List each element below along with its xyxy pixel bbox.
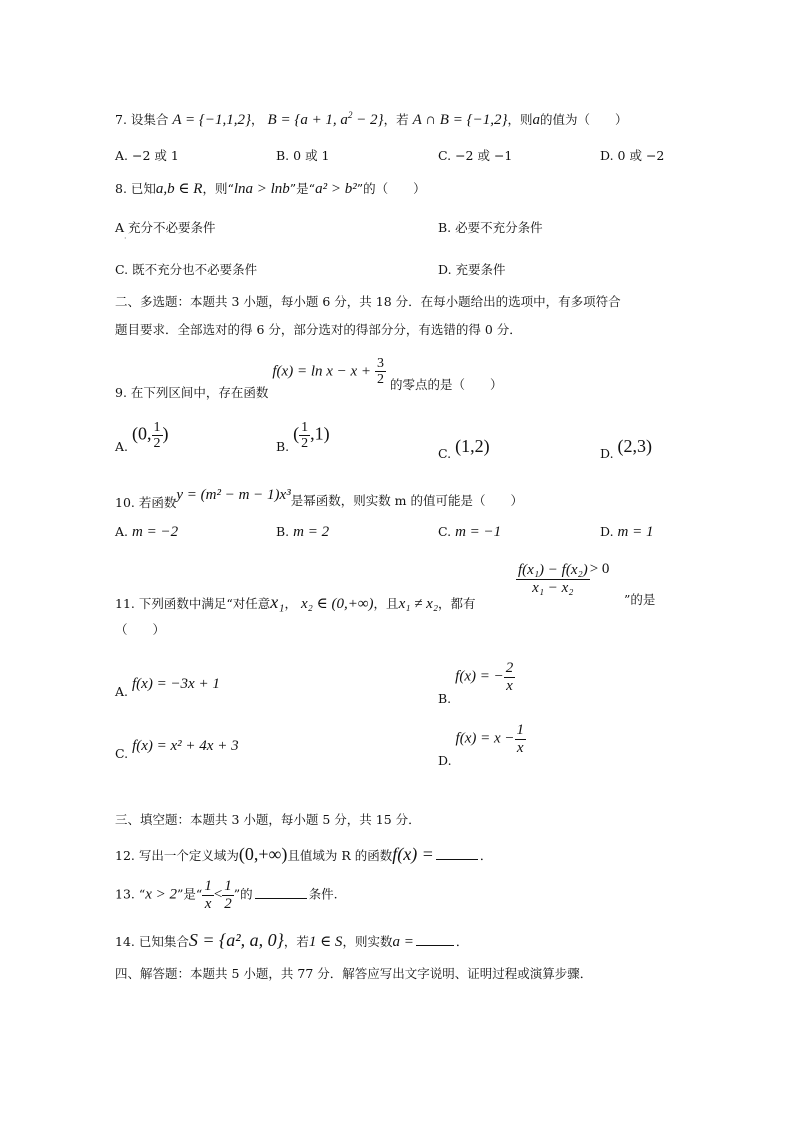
q14-cond: 1 ∈ S [308, 934, 343, 950]
q7-tail: 的值为（ ） [539, 112, 628, 127]
frac-num: 2 [505, 660, 514, 676]
option-text: −2 或 −1 [455, 148, 513, 163]
q11-stem [115, 592, 476, 614]
q13-frac1 [202, 878, 214, 912]
option-label: C. [115, 746, 129, 761]
q13-cond: x > 2 [145, 886, 178, 903]
q11-option-a[interactable] [115, 676, 220, 699]
option-label: C. [438, 524, 452, 539]
frac-num: 1 [204, 878, 212, 894]
q14-mid: ，若 [283, 934, 309, 949]
q8-option-c[interactable] [115, 260, 257, 278]
q9-option-c[interactable] [438, 436, 490, 461]
q8-mid2: ”是“ [289, 181, 316, 196]
option-label: A. [115, 684, 129, 699]
q12-stem [115, 844, 492, 866]
option-text: m = 1 [617, 524, 654, 540]
q11-frac [516, 562, 590, 596]
option-label: D. [600, 446, 614, 461]
q12-prefix: 12. 写出一个定义域为 [115, 848, 239, 863]
option-label: A. [115, 524, 129, 539]
q11-tail: ”的是 [624, 592, 656, 607]
frac-num: 1 [301, 420, 309, 435]
option-label: A [115, 220, 125, 235]
frac-num: 1 [153, 420, 161, 435]
option-text: 0 或 1 [293, 148, 330, 163]
q13-stem [115, 878, 338, 912]
q8-option-d[interactable] [438, 260, 506, 278]
option-label: B. [276, 524, 290, 539]
q12-answer-blank[interactable] [436, 858, 478, 860]
q10-tail: 是幂函数，则实数 m 的值可能是（ ） [290, 493, 524, 508]
option-text: (2,3) [617, 436, 653, 456]
frac-den: x [506, 677, 513, 694]
q14-stem [115, 930, 468, 952]
q11-gt: > 0 [589, 560, 610, 577]
option-text: m = −1 [455, 524, 502, 540]
q7-option-b[interactable] [276, 146, 330, 164]
option-text: 既不充分也不必要条件 [132, 262, 258, 277]
q13-answer-blank[interactable] [255, 897, 307, 899]
q14-var: a = [392, 934, 414, 950]
option-text: −2 或 1 [132, 148, 179, 163]
option-frac [504, 660, 516, 694]
q9-func: f(x) = ln x − x + [272, 363, 372, 380]
q7-option-a[interactable] [115, 146, 179, 164]
option-text: f(x) = −3x + 1 [132, 676, 220, 692]
q7-option-c[interactable] [438, 146, 512, 164]
option-label: D. [600, 148, 614, 163]
option-right: ) [162, 423, 169, 444]
q11-paren: （ ） [115, 622, 166, 637]
q10-option-c[interactable] [438, 524, 501, 541]
q12-mid: 且值域为 R 的函数 [287, 848, 393, 863]
q11-option-c[interactable] [115, 738, 239, 761]
q8-stem [115, 180, 426, 198]
q11-mid2: ，都有 [438, 596, 476, 611]
section4-title: 四、解答题：本题共 5 小题，共 77 分．解答应写出文字说明、证明过程或演算步骤． [115, 966, 593, 981]
frac-den: 2 [153, 436, 161, 452]
q7-tail-pre: ，则 [507, 112, 533, 127]
option-label: A. [115, 439, 129, 455]
option-label: B. [276, 148, 290, 163]
q7-sep2: ，若 [383, 112, 409, 127]
frac-den: x [516, 739, 524, 756]
q8-cond: a,b ∈ R [155, 181, 203, 197]
frac-num: 1 [516, 722, 525, 738]
q10-func: y = (m² − m − 1)x³ [176, 487, 291, 503]
q14-answer-blank[interactable] [416, 944, 454, 946]
option-text: 充要条件 [455, 262, 506, 277]
option-right: ,1) [310, 423, 330, 444]
q11-x2: x₂ ∈ (0,+∞) [301, 596, 374, 612]
option-label: B. [438, 220, 452, 235]
q7-var: a [532, 112, 540, 128]
section3-title: 三、填空题：本题共 3 小题，每小题 5 分，共 15 分． [115, 812, 421, 827]
q13-lt: < [213, 886, 223, 903]
q12-func: f(x) = [392, 844, 434, 864]
q13-mid2: ”的 [233, 886, 253, 902]
q13-mid: ”是“ [177, 886, 203, 902]
option-frac [515, 722, 527, 756]
option-label: C. [438, 148, 452, 163]
q8-mid1: ，则“ [202, 181, 234, 196]
option-label: D. [438, 262, 452, 277]
option-frac [152, 420, 163, 452]
q14-prefix: 14. 已知集合 [115, 934, 189, 949]
q10-option-b[interactable] [276, 524, 329, 541]
q13-prefix: 13. “ [115, 886, 146, 902]
q12-tail: ． [479, 848, 493, 863]
q7-prefix: 7. 设集合 [115, 112, 169, 127]
q8-tail: ”的（ ） [356, 181, 426, 196]
q13-frac2 [222, 878, 234, 912]
q7-set-b-sup: 2 [347, 110, 353, 120]
option-label: C. [115, 262, 129, 277]
option-left: (0, [132, 423, 152, 444]
q11-mid: ，且 [373, 596, 399, 611]
q9-option-d[interactable] [600, 436, 653, 461]
frac-den: 2 [301, 436, 309, 452]
q11-option-d[interactable] [438, 722, 526, 768]
frac-num: 3 [377, 356, 385, 371]
q9-frac [375, 356, 386, 388]
option-left: ( [293, 423, 300, 444]
q7-set-a: A = {−1,1,2} [172, 112, 252, 128]
option-text: f(x) = x² + 4x + 3 [132, 738, 239, 754]
q7-set-b [268, 112, 384, 128]
option-pre: f(x) = x − [455, 730, 515, 747]
option-label: B. [276, 439, 290, 455]
q11-neq: x₁ ≠ x₂ [398, 596, 439, 612]
section2-line2: 题目要求．全部选对的得 6 分，部分选对的得部分分，有选错的得 0 分． [115, 322, 522, 337]
q7-set-b-post: − 2} [352, 112, 384, 128]
q9-prefix: 9. 在下列区间中，存在函数 [115, 385, 269, 401]
q9-option-a[interactable] [115, 420, 169, 455]
q14-mid2: ，则实数 [342, 934, 393, 949]
option-label: D. [600, 524, 614, 539]
q7-set-b-pre: B = {a + 1, a [267, 112, 348, 128]
q8-option-a[interactable] [115, 218, 216, 236]
option-text: 必要不充分条件 [455, 220, 543, 235]
option-label: C. [438, 446, 452, 461]
q8-log: lna > lnb [233, 181, 290, 197]
q11-sep: ， [284, 596, 298, 611]
frac-den: x [204, 895, 212, 912]
frac-den: 2 [377, 372, 385, 388]
q7-intersection: A ∩ B = {−1,2} [412, 112, 508, 128]
q11-ratio [516, 562, 609, 596]
option-text: 0 或 −2 [617, 148, 665, 163]
option-frac [299, 420, 310, 452]
q9-stem [115, 356, 503, 401]
q8-sq: a² > b² [315, 181, 357, 197]
q10-stem [115, 486, 524, 510]
q7-sep1: ， [251, 112, 264, 127]
q11-x1: x₁ [270, 592, 285, 612]
q7-stem [115, 110, 627, 129]
q10-option-a[interactable] [115, 524, 178, 541]
q9-tail: 的零点的是（ ） [390, 377, 503, 393]
stray-dot: · [124, 234, 127, 243]
option-label: B. [438, 690, 452, 706]
q10-prefix: 10. 若函数 [115, 495, 177, 510]
q10-option-d[interactable] [600, 524, 654, 541]
q14-set: S = {a², a, 0} [188, 930, 284, 950]
option-text: m = 2 [293, 524, 330, 540]
section2-line1: 二、多选题：本题共 3 小题，每小题 6 分，共 18 分．在每小题给出的选项中，有多项符合 [115, 294, 621, 309]
option-text: (1,2) [455, 436, 490, 456]
option-pre: f(x) = − [455, 668, 504, 685]
q8-prefix: 8. 已知 [115, 181, 156, 196]
q11-option-b[interactable] [438, 660, 515, 706]
frac-num: 1 [224, 878, 232, 894]
option-label: D. [438, 752, 452, 768]
q14-tail: ． [455, 934, 469, 949]
frac-num: f(x₁) − f(x₂) [518, 562, 588, 578]
option-label: A. [115, 148, 129, 163]
q12-domain: (0,+∞) [238, 844, 288, 864]
frac-den: 2 [224, 895, 232, 912]
q7-option-d[interactable] [600, 146, 664, 164]
q9-option-b[interactable] [276, 420, 330, 455]
q11-prefix: 11. 下列函数中满足“对任意 [115, 596, 271, 611]
option-text: m = −2 [132, 524, 179, 540]
option-text: 充分不必要条件 [128, 220, 216, 235]
q8-option-b[interactable] [438, 218, 543, 236]
q13-tail: 条件. [308, 886, 338, 902]
frac-den: x₁ − x₂ [532, 579, 574, 596]
